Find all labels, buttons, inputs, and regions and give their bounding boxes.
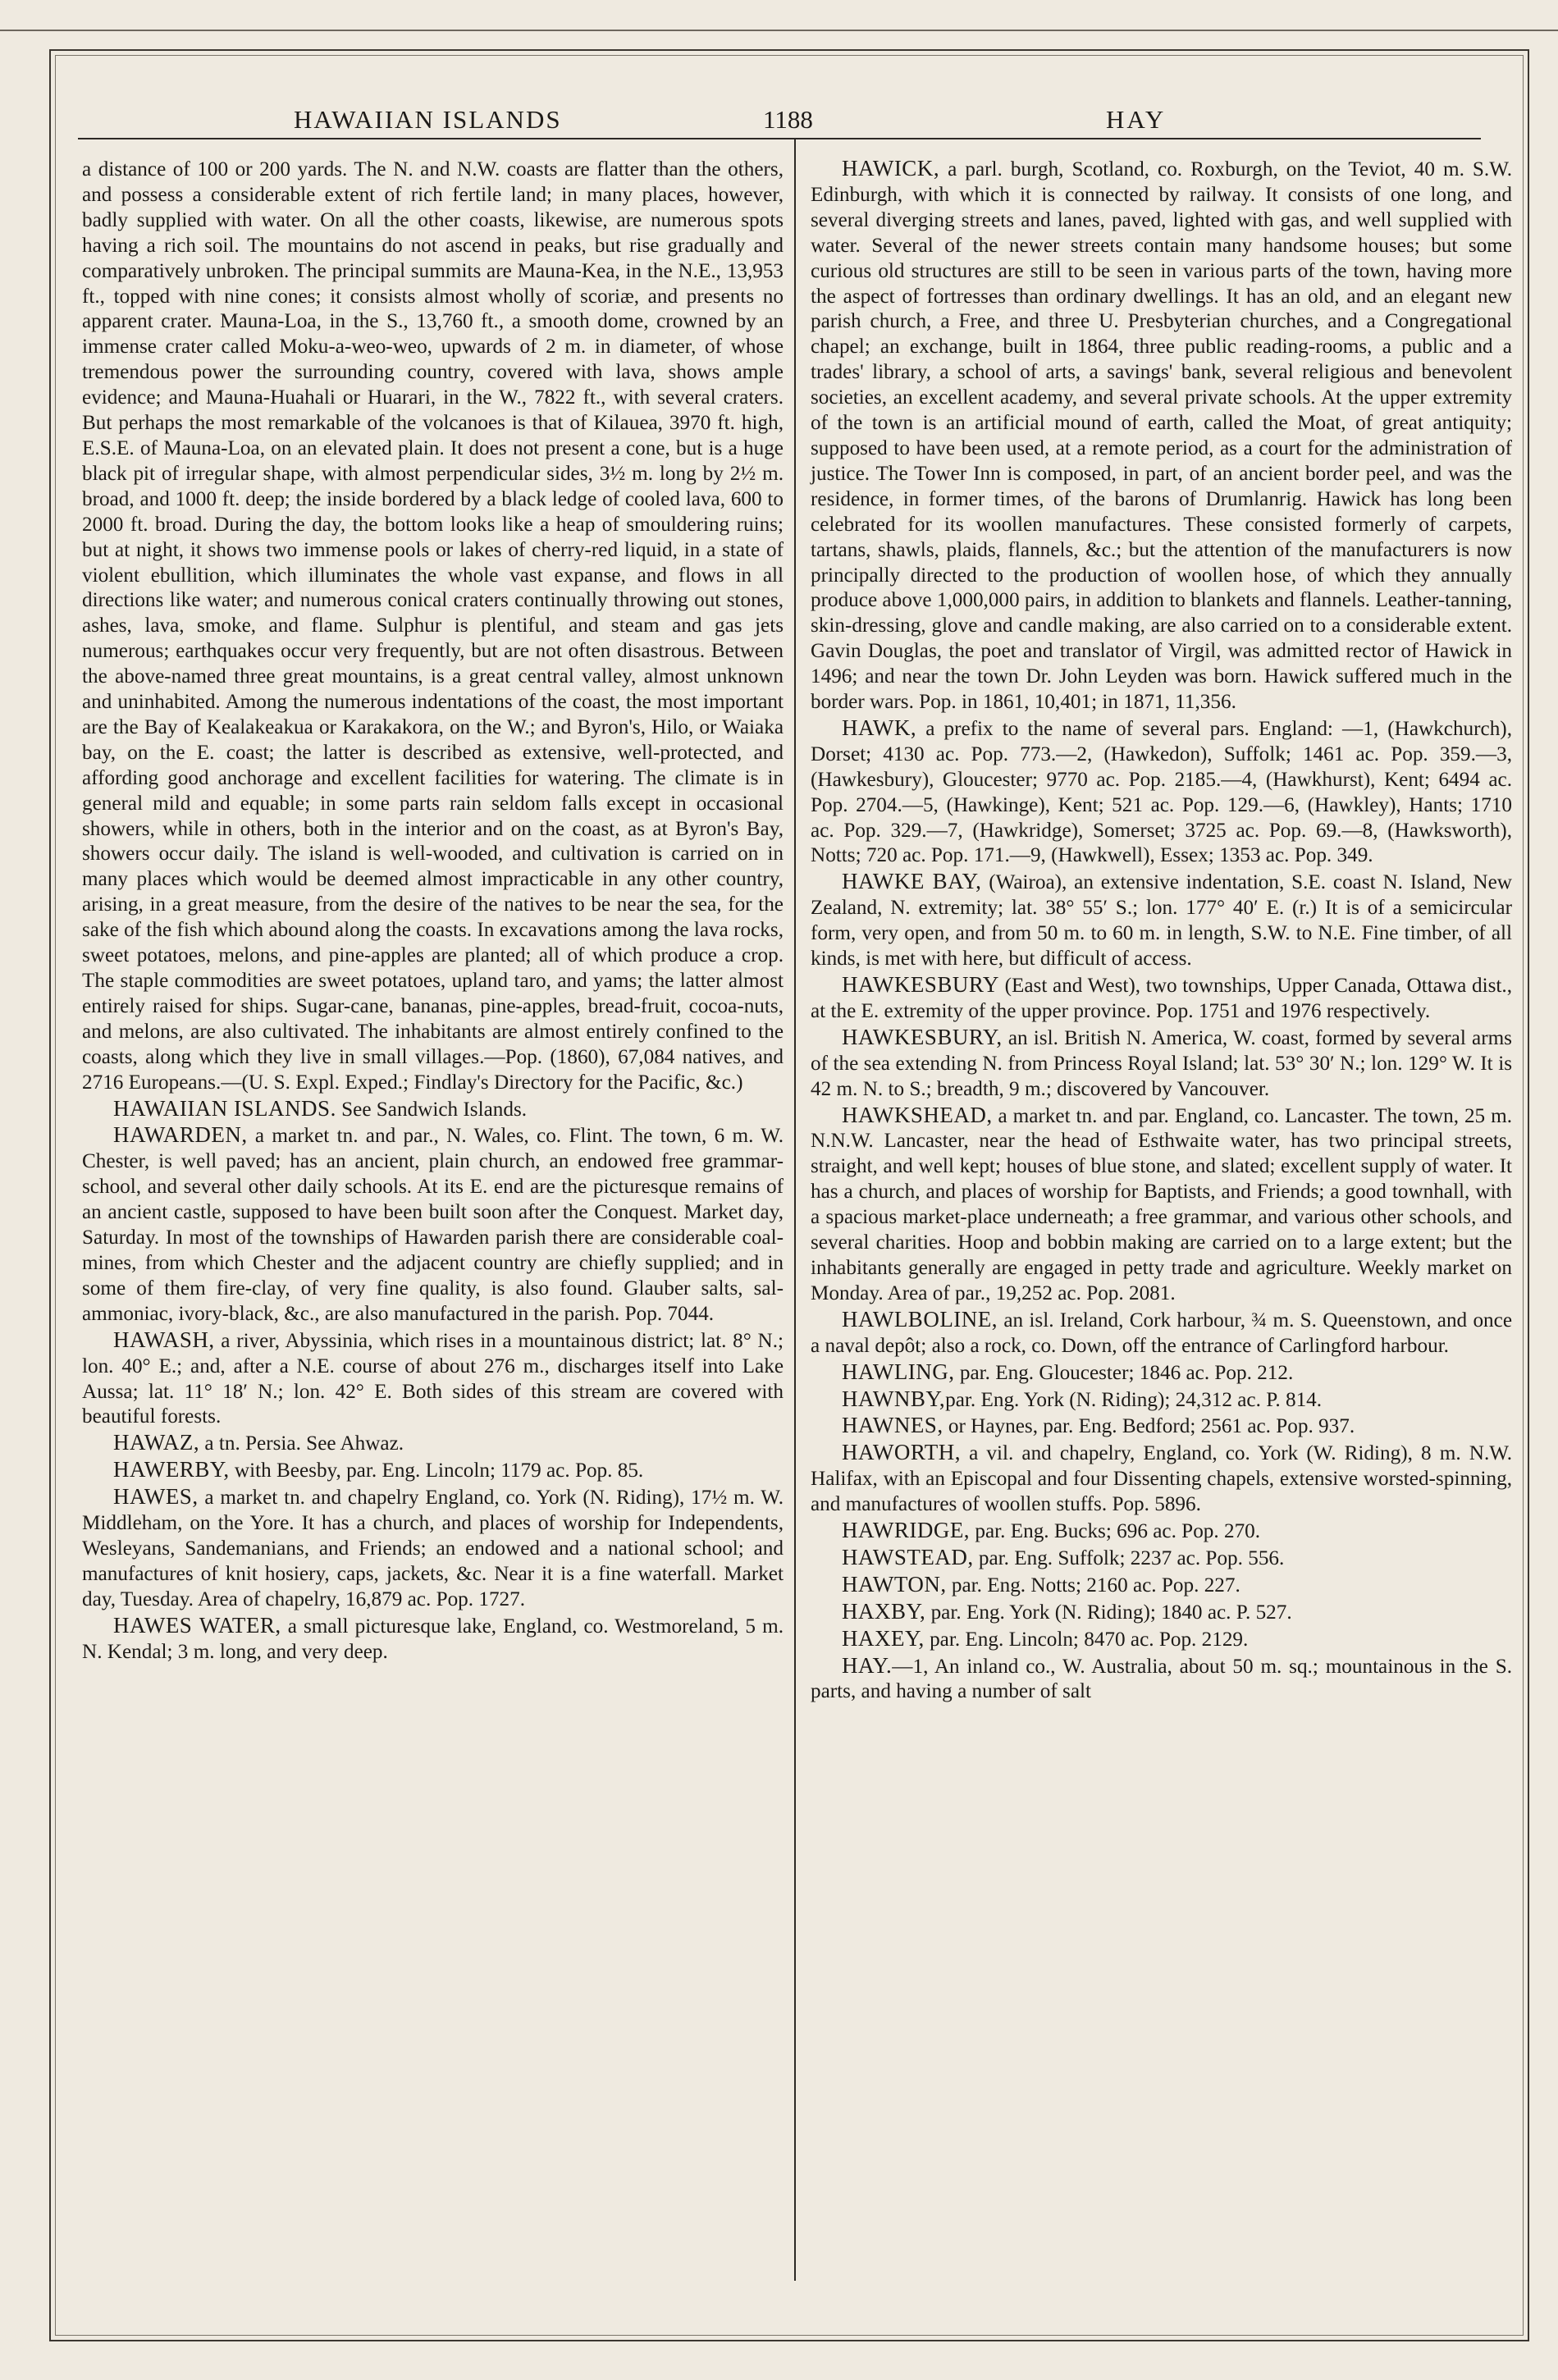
entry-headword: HAWKSHEAD, — [842, 1102, 993, 1127]
entry — [82, 1096, 784, 1123]
entry — [82, 156, 784, 1096]
entry — [811, 1386, 1512, 1414]
scan-top-edge-rule — [0, 30, 1558, 31]
entry-text: a prefix to the name of several pars. England: —1, (Hawkchurch), Dorset; 4130 ac. Pop. 773.—2, (Hawkedon), Suffolk; 1461 ac. Pop. 359.—3, (Hawkesbury), Gloucester; 9770 ac. Pop. 2185.—4, (Hawkhurst), Kent; 6494 ac. Pop. 2704.—5, (Hawkinge), Kent; 521 ac. Pop. 129.—6, (Hawkley), Hants; 1710 ac. Pop. 329.—7, (Hawkridge), Somerset; 3725 ac. Pop. 69.—8, (Hawksworth), Notts; 720 ac. Pop. 171.—9, (Hawkwell), Essex; 1353 ac. Pop. 349. — [811, 717, 1512, 867]
entry-headword: HAWLING, — [842, 1359, 955, 1384]
entry-text: a river, Abyssinia, which rises in a mountainous district; lat. 8° N.; lon. 40° E.; and, after a N.E. course of about 276 m., discharges itself into Lake Aussa; lat. 11° 18′ N.; lon. 42° E. Both sides of this stream are covered with beautiful forests. — [82, 1329, 784, 1428]
entry — [811, 1572, 1512, 1599]
entry — [82, 1457, 784, 1484]
entry-text: par. Eng. York (N. Riding); 1840 ac. P. 527. — [925, 1601, 1292, 1624]
entry-text: a distance of 100 or 200 yards. The N. and N.W. coasts are flatter than the others, and possess a considerable extent of rich fertile land; in many places, however, badly supplied with water. On all the other coasts, likewise, are numerous spots having a rich soil. The mountains do not ascend in peaks, but rise gradually and comparatively unbroken. The principal summits are Mauna-Kea, in the N.E., 13,953 ft., topped with nine cones; it consists almost wholly of scoriæ, and presents no apparent crater. Mauna-Loa, in the S., 13,760 ft., a smooth dome, crowned by an immense crater called Moku-a-weo-weo, upwards of 2 m. in diameter, of whose tremendous power the surrounding country, covered with lava, shows ample evidence; and Mauna-Huahali or Huarari, in the W., 7822 ft., with several craters. But perhaps the most remarkable of the volcanoes is that of Kilauea, 3970 ft. high, E.S.E. of Mauna-Loa, on an elevated plain. It does not present a cone, but is a huge black pit of irregular shape, with almost perpendicular sides, 3½ m. long by 2½ m. broad, and 1000 ft. deep; the inside bordered by a black ledge of cooled lava, 600 to 2000 ft. broad. During the day, the bottom looks like a heap of smouldering ruins; but at night, it shows two immense pools or lakes of cherry-red liquid, in a state of violent ebullition, which illuminates the whole vast expanse, and flows in all directions like water; and numerous conical craters continually throwing out stones, ashes, lava, smoke, and flame. Sulphur is plentiful, and steam and gas jets numerous; earthquakes occur very frequently, but are not often disastrous. Between the above-named three great mountains, is a great central valley, almost unknown and uninhabited. Among the numerous indentations of the coast, the most important are the Bay of Kealakeakua or Karakakora, on the W.; and Byron's, Hilo, or Waiaka bay, on the E. coast; the latter is described as extensive, well-protected, and affording good anchorage and excellent facilities for watering. The climate is in general mild and equable; in some parts rain seldom falls except in occasional showers, while in others, both in the interior and on the coast, as at Byron's Bay, showers occur daily. The island is well-wooded, and cultivation is carried on in many places which would be deemed almost impracticable in any other country, arising, in a great measure, from the desire of the natives to be near the sea, for the sake of the fish which abound along the coasts. In excavations among the lava rocks, sweet potatoes, melons, and pine-apples are planted; all of which produce a crop. The staple commodities are sweet potatoes, upland taro, and yams; the latter almost entirely raised for ships. Sugar-cane, bananas, pine-apples, bread-fruit, cocoa-nuts, and melons, are also cultivated. The inhabitants are almost entirely confined to the coasts, along which they live in small villages.—Pop. (1860), 67,084 natives, and 2716 Europeans.—(U. S. Expl. Exped.; Findlay's Directory for the Pacific, &c.) — [82, 158, 784, 1094]
entry-text: par. Eng. Gloucester; 1846 ac. Pop. 212. — [954, 1361, 1294, 1384]
entry — [82, 1327, 784, 1431]
entry-headword: HAWLBOLINE, — [842, 1306, 998, 1332]
entry — [811, 1025, 1512, 1103]
entry-headword: HAWES WATER, — [113, 1612, 281, 1638]
entry — [82, 1484, 784, 1613]
entry-text: par. Eng. Lincoln; 8470 ac. Pop. 2129. — [924, 1628, 1249, 1651]
entry-headword: HAY. — [842, 1652, 893, 1678]
entry — [82, 1430, 784, 1457]
header-rule — [78, 138, 1481, 139]
entry-headword: HAXBY, — [842, 1598, 926, 1624]
entry-headword: HAWK, — [842, 715, 917, 740]
entry-text: or Haynes, par. Eng. Bedford; 2561 ac. Pop. 937. — [943, 1415, 1355, 1438]
entry-text: an isl. British N. America, W. coast, formed by several arms of the sea extending N. from Princess Royal Island; lat. 53° 30′ N.; lon. 129° W. It is 42 m. N. to S.; breadth, 9 m.; discovered by Vancouver. — [811, 1026, 1512, 1100]
entry-headword: HAWASH, — [113, 1327, 215, 1352]
entry-text: (Wairoa), an extensive indentation, S.E. coast N. Island, New Zealand, N. extremity; lat. 38° 55′ S.; lon. 177° 40′ E. (r.) It is of a semicircular form, very open, and from 50 m. to 60 m. in length, S.W. to N.E. Fine timber, of all kinds, is met with here, but difficult of access. — [811, 871, 1512, 971]
left-column — [82, 156, 784, 1665]
right-column — [811, 156, 1512, 1705]
entry-headword: HAWSTEAD, — [842, 1544, 974, 1569]
entry-headword: HAWORTH, — [842, 1440, 961, 1465]
entry — [811, 1518, 1512, 1545]
entry-text: See Sandwich Islands. — [336, 1098, 528, 1121]
entry — [811, 1359, 1512, 1386]
entry-text: par. Eng. Notts; 2160 ac. Pop. 227. — [946, 1574, 1240, 1597]
entry-headword: HAWICK, — [842, 156, 940, 180]
entry-text: a parl. burgh, Scotland, co. Roxburgh, on the Teviot, 40 m. S.W. Edinburgh, with which it is connected by railway. It consists of one long, and several diverging streets and lanes, paved, lighted with gas, and well supplied with water. Several of the newer streets contain many handsome houses; but some curious old structures are still to be seen in various parts of the town, having more the aspect of fortresses than ordinary dwellings. It has an old, and an elegant new parish church, a Free, and three U. Presbyterian churches, and a Congregational chapel; an exchange, built in 1864, three public reading-rooms, a public and a trades' library, a school of arts, a savings' bank, several religious and benevolent societies, an excellent academy, and several private schools. At the upper extremity of the town is an artificial mound of earth, called the Moat, of great antiquity; supposed to have been used, at a remote period, as a court for the administration of justice. The Tower Inn is composed, in part, of an ancient border peel, and was the residence, in former times, of the barons of Drumlanrig. Hawick has long been celebrated for its woollen manufactures. These consisted formerly of carpets, tartans, shawls, plaids, flannels, &c.; but the attention of the manufacturers is now principally directed to the production of woollen hose, of which they annually produce above 1,000,000 pairs, in addition to blankets and flannels. Leather-tanning, skin-dressing, glove and candle making, are also carried on to a considerable extent. Gavin Douglas, the poet and translator of Virgil, was admitted rector of Hawick in 1496; and near the town Dr. John Leyden was born. Hawick suffered much in the border wars. Pop. in 1861, 10,401; in 1871, 11,356. — [811, 158, 1512, 714]
entry — [811, 1545, 1512, 1572]
entry-headword: HAWES, — [113, 1484, 199, 1510]
entry-text: a tn. Persia. See Ahwaz. — [199, 1432, 404, 1455]
entry — [811, 1626, 1512, 1653]
column-divider — [794, 139, 796, 2281]
entry — [811, 1307, 1512, 1359]
entry-headword: HAWKESBURY — [842, 972, 999, 997]
entry — [811, 1599, 1512, 1626]
entry-text: par. Eng. York (N. Riding); 24,312 ac. P. 814. — [945, 1388, 1323, 1411]
entry-text: with Beesby, par. Eng. Lincoln; 1179 ac. Pop. 85. — [229, 1460, 644, 1482]
entry-headword: HAWNES, — [842, 1413, 943, 1438]
entry-headword: HAWKESBURY, — [842, 1024, 1003, 1049]
entry-text: par. Eng. Bucks; 696 ac. Pop. 270. — [970, 1520, 1261, 1543]
entry — [811, 1103, 1512, 1307]
header-right-title: HAY — [1106, 105, 1167, 134]
entry-text: —1, An inland co., W. Australia, about 50 m. sq.; mountainous in the S. parts, and having a number of salt — [811, 1655, 1512, 1703]
entry-text: (East and West), two townships, Upper Canada, Ottawa dist., at the E. extremity of the upper province. Pop. 1751 and 1976 respectively. — [811, 975, 1512, 1022]
entry-headword: HAWAZ, — [113, 1430, 200, 1455]
entry — [82, 1613, 784, 1665]
entry — [811, 715, 1512, 869]
entry-headword: HAWRIDGE, — [842, 1518, 971, 1543]
entry-text: a vil. and chapelry, England, co. York (W. Riding), 8 m. N.W. Halifax, with an Episcopal and four Dissenting chapels, extensive worsted-spinning, and manufactures of woollen stuffs. Pop. 5896. — [811, 1442, 1512, 1516]
entry-headword: HAWAIIAN ISLANDS. — [113, 1095, 336, 1121]
entry-headword: HAWKE BAY, — [842, 869, 982, 894]
entry — [82, 1122, 784, 1327]
header-left-title: HAWAIIAN ISLANDS — [294, 105, 562, 134]
running-header — [74, 97, 1510, 138]
page-number: 1188 — [763, 105, 813, 134]
entry-text: a market tn. and par. England, co. Lancaster. The town, 25 m. N.N.W. Lancaster, near the head of Esthwaite water, has two principal streets, straight, and well kept; houses of blue stone, and slated; excellent supply of water. It has a church, and places of worship for Baptists, and Friends; a good townhall, with a spacious market-place underneath; a free grammar, and various other schools, and several charities. Hoop and bobbin making are carried on to a large extent; but the inhabitants generally are engaged in petty trade and agriculture. Weekly market on Monday. Area of par., 19,252 ac. Pop. 2081. — [811, 1104, 1512, 1304]
entry-headword: HAWTON, — [842, 1571, 947, 1597]
entry-headword: HAXEY, — [842, 1625, 925, 1651]
entry-text: par. Eng. Suffolk; 2237 ac. Pop. 556. — [973, 1546, 1285, 1569]
entry-headword: HAWNBY, — [842, 1386, 946, 1411]
entry — [811, 869, 1512, 972]
entry-headword: HAWARDEN, — [113, 1122, 248, 1148]
entry — [811, 1653, 1512, 1706]
entry-text: a small picturesque lake, England, co. Westmoreland, 5 m. N. Kendal; 3 m. long, and very deep. — [82, 1615, 784, 1663]
entry-text: an isl. Ireland, Cork harbour, ¾ m. S. Queenstown, and once a naval depôt; also a rock, co. Down, off the entrance of Carlingford harbour. — [811, 1309, 1512, 1357]
entry — [811, 1413, 1512, 1440]
entry — [811, 972, 1512, 1025]
entry — [811, 1440, 1512, 1518]
entry-headword: HAWERBY, — [113, 1457, 230, 1482]
entry-text: a market tn. and chapelry England, co. York (N. Riding), 17½ m. W. Middleham, on the Yore. It has a church, and places of worship for Independents, Wesleyans, Sandemanians, and Friends; an endowed and a national school; and manufactures of knit hosiery, caps, jackets, &c. Near it is a fine waterfall. Market day, Tuesday. Area of chapelry, 16,879 ac. Pop. 1727. — [82, 1487, 784, 1610]
entry — [811, 156, 1512, 715]
entry-text: a market tn. and par., N. Wales, co. Flint. The town, 6 m. W. Chester, is well paved; has an ancient, plain church, an endowed free grammar-school, and several other daily schools. At its E. end are the picturesque remains of an ancient castle, supposed to have been built soon after the Conquest. Market day, Saturday. In most of the townships of Hawarden parish there are considerable coal-mines, from which Chester and the adjacent country are chiefly supplied; and in some of them fire-clay, of very fine quality, is also found. Glauber salts, sal-ammoniac, ivory-black, &c., are also manufactured in the parish. Pop. 7044. — [82, 1125, 784, 1325]
